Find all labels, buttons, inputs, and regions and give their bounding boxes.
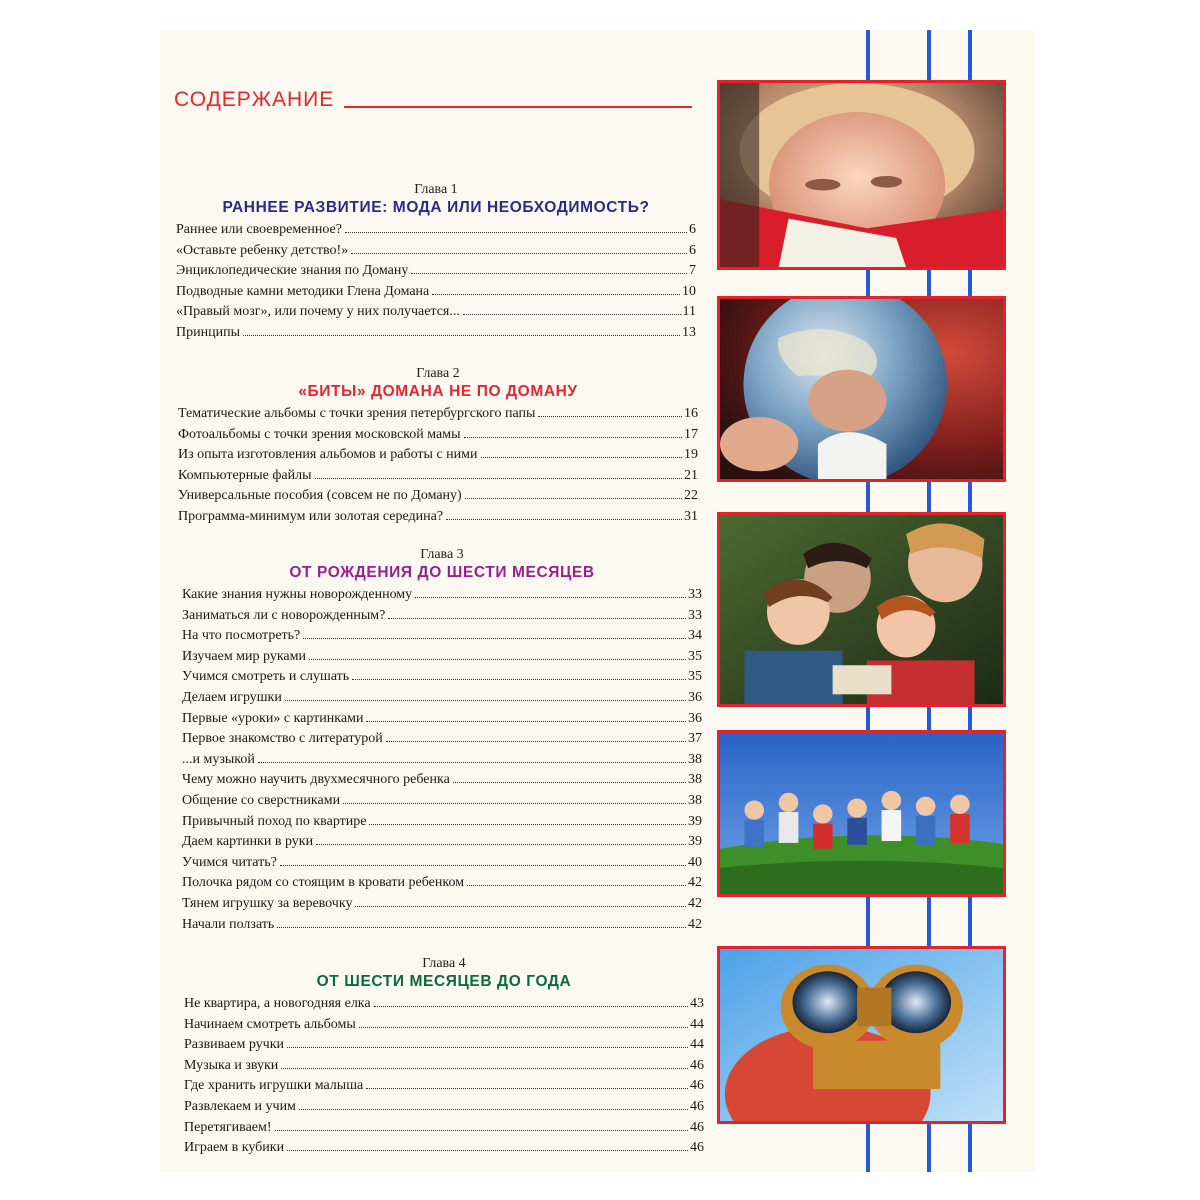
entry-page-number: 44 xyxy=(690,1037,704,1053)
entry-title: Привычный поход по квартире xyxy=(182,813,367,829)
dot-leader xyxy=(309,659,686,660)
entry-title: Начинаем смотреть альбомы xyxy=(184,1016,356,1032)
dot-leader xyxy=(287,1047,688,1048)
entry-title: Раннее или своевременное? xyxy=(176,222,342,237)
page-title: СОДЕРЖАНИЕ xyxy=(174,88,335,111)
entry-title: Учимся смотреть и слушать xyxy=(182,669,350,685)
toc-entry[interactable] xyxy=(182,667,702,688)
toc-entry[interactable] xyxy=(184,1076,704,1097)
entry-page-number: 11 xyxy=(682,304,696,320)
entry-page-number: 40 xyxy=(688,854,702,870)
book-page xyxy=(160,30,1035,1172)
chapter-section xyxy=(176,181,696,344)
entry-title: Программа-минимум или золотая середина? xyxy=(178,508,444,524)
entry-page-number: 43 xyxy=(690,996,704,1011)
entry-title: Не квартира, а новогодняя елка xyxy=(184,996,371,1011)
dot-leader xyxy=(351,253,687,254)
toc-entry[interactable] xyxy=(182,626,702,647)
entry-page-number: 42 xyxy=(688,895,702,911)
entry-page-number: 35 xyxy=(688,648,702,664)
dot-leader xyxy=(303,638,686,639)
dot-leader xyxy=(415,597,686,598)
entry-title: Изучаем мир руками xyxy=(182,648,306,664)
toc-entry[interactable] xyxy=(182,770,702,791)
toc-entry[interactable] xyxy=(178,507,698,528)
chapter-section xyxy=(178,365,698,528)
dot-leader xyxy=(285,700,686,701)
chapter-section xyxy=(182,546,702,935)
entry-page-number: 13 xyxy=(682,324,696,340)
dot-leader xyxy=(374,1006,688,1007)
dot-leader xyxy=(481,457,682,458)
dot-leader xyxy=(465,498,682,499)
entry-page-number: 7 xyxy=(689,263,696,279)
entry-title: Делаем игрушки xyxy=(182,689,282,705)
entry-title: Чему можно научить двухмесячного ребенка xyxy=(182,772,450,788)
dot-leader xyxy=(281,1068,688,1069)
toy-binoculars-photo xyxy=(717,946,1006,1124)
toc-entry[interactable] xyxy=(182,709,702,730)
dot-leader xyxy=(275,1130,688,1131)
dot-leader xyxy=(388,618,686,619)
dot-leader xyxy=(432,294,680,295)
dot-leader xyxy=(366,1088,688,1089)
toc-entry[interactable] xyxy=(176,323,696,344)
chapter-number: Глава 2 xyxy=(416,366,460,381)
entry-page-number: 33 xyxy=(688,587,702,602)
entry-title: Подводные камни методики Глена Домана xyxy=(176,283,430,299)
entry-title: Даем картинки в руки xyxy=(182,834,314,850)
entry-page-number: 46 xyxy=(690,1057,704,1073)
toc-entry[interactable] xyxy=(178,486,698,507)
entry-page-number: 10 xyxy=(682,283,696,299)
toc-entry[interactable] xyxy=(176,220,696,241)
toc-entry[interactable] xyxy=(182,894,702,915)
dot-leader xyxy=(299,1109,688,1110)
entry-page-number: 36 xyxy=(688,689,702,705)
toc-entry[interactable] xyxy=(182,585,702,606)
chapter-title: ОТ РОЖДЕНИЯ ДО ШЕСТИ МЕСЯЦЕВ xyxy=(289,564,595,581)
entry-page-number: 35 xyxy=(688,669,702,685)
entry-title: Энциклопедические знания по Доману xyxy=(176,263,409,279)
entry-title: Первое знакомство с литературой xyxy=(182,731,383,747)
toc-entry[interactable] xyxy=(182,915,702,936)
entry-page-number: 44 xyxy=(690,1016,704,1032)
toc-entry[interactable] xyxy=(176,302,696,323)
dot-leader xyxy=(411,273,687,274)
toc-entry[interactable] xyxy=(184,1056,704,1077)
entry-title: Универсальные пособия (совсем не по Доману) xyxy=(178,488,462,504)
entry-page-number: 39 xyxy=(688,834,702,850)
entry-title: «Правый мозг», или почему у них получается... xyxy=(176,304,460,320)
family-reading-together-photo xyxy=(717,512,1006,707)
entry-title: Какие знания нужны новорожденному xyxy=(182,587,413,602)
dot-leader xyxy=(352,679,686,680)
dot-leader xyxy=(467,885,686,886)
toc-entry[interactable] xyxy=(182,750,702,771)
dot-leader xyxy=(243,335,680,336)
toc-entry[interactable] xyxy=(178,466,698,487)
dot-leader xyxy=(355,906,686,907)
toc-entry[interactable] xyxy=(184,1118,704,1139)
entry-title: Тематические альбомы с точки зрения петербургского папы xyxy=(178,406,536,421)
child-in-glass-globe-photo xyxy=(717,296,1006,482)
dot-leader xyxy=(386,741,686,742)
entry-title: Перетягиваем! xyxy=(184,1119,272,1135)
toc-entry[interactable] xyxy=(176,241,696,262)
dot-leader xyxy=(464,437,682,438)
dot-leader xyxy=(343,803,686,804)
entry-page-number: 16 xyxy=(684,406,698,421)
toc-header xyxy=(174,88,692,112)
dot-leader xyxy=(366,721,686,722)
entry-page-number: 42 xyxy=(688,916,702,932)
entry-page-number: 31 xyxy=(684,508,698,524)
toc-entry[interactable] xyxy=(182,853,702,874)
toc-entry[interactable] xyxy=(184,1015,704,1036)
toc-entry[interactable] xyxy=(182,688,702,709)
entry-title: ...и музыкой xyxy=(182,751,255,767)
chapter-number: Глава 4 xyxy=(422,956,466,971)
entry-page-number: 38 xyxy=(688,772,702,788)
entry-page-number: 6 xyxy=(689,222,696,237)
toc-entry[interactable] xyxy=(184,1097,704,1118)
entry-page-number: 34 xyxy=(688,628,702,644)
toc-entry[interactable] xyxy=(176,282,696,303)
entry-title: Заниматься ли с новорожденным? xyxy=(182,607,386,623)
entry-title: Полочка рядом со стоящим в кровати ребенком xyxy=(182,875,465,891)
entry-title: Из опыта изготовления альбомов и работы с ними xyxy=(178,447,478,463)
dot-leader xyxy=(369,824,686,825)
toc-entry[interactable] xyxy=(184,1138,704,1159)
dot-leader xyxy=(280,865,686,866)
dot-leader xyxy=(258,762,686,763)
chapter-title: ОТ ШЕСТИ МЕСЯЦЕВ ДО ГОДА xyxy=(316,973,572,990)
entry-title: Учимся читать? xyxy=(182,854,277,870)
toc-entry[interactable] xyxy=(182,791,702,812)
toc-entry[interactable] xyxy=(178,425,698,446)
dot-leader xyxy=(453,782,686,783)
entry-title: Первые «уроки» с картинками xyxy=(182,710,364,726)
entry-page-number: 39 xyxy=(688,813,702,829)
toc-entry[interactable] xyxy=(176,261,696,282)
entry-title: Развлекаем и учим xyxy=(184,1098,296,1114)
entry-title: Где хранить игрушки малыша xyxy=(184,1078,364,1094)
toc-entry[interactable] xyxy=(182,832,702,853)
chapter-number: Глава 1 xyxy=(414,182,458,197)
dot-leader xyxy=(315,478,683,479)
entry-page-number: 46 xyxy=(690,1119,704,1135)
entry-title: Тянем игрушку за веревочку xyxy=(182,895,353,911)
entry-page-number: 22 xyxy=(684,488,698,504)
entry-title: На что посмотреть? xyxy=(182,628,301,644)
toc-entry[interactable] xyxy=(184,994,704,1015)
child-reading-book-photo xyxy=(717,80,1006,270)
title-rule xyxy=(344,106,692,108)
entry-title: Фотоальбомы с точки зрения московской мамы xyxy=(178,426,461,442)
dot-leader xyxy=(277,927,686,928)
entry-page-number: 37 xyxy=(688,731,702,747)
chapter-number: Глава 3 xyxy=(420,547,464,562)
entry-title: Музыка и звуки xyxy=(184,1057,279,1073)
entry-title: Играем в кубики xyxy=(184,1140,285,1156)
dot-leader xyxy=(446,519,682,520)
toc-entry[interactable] xyxy=(182,812,702,833)
entry-page-number: 19 xyxy=(684,447,698,463)
entry-title: Начали ползать xyxy=(182,916,275,932)
dot-leader xyxy=(345,232,687,233)
toc-entry[interactable] xyxy=(182,729,702,750)
entry-page-number: 33 xyxy=(688,607,702,623)
entry-page-number: 38 xyxy=(688,792,702,808)
dot-leader xyxy=(287,1150,688,1151)
entry-page-number: 6 xyxy=(689,242,696,258)
toc-entry[interactable] xyxy=(182,647,702,668)
entry-page-number: 36 xyxy=(688,710,702,726)
entry-page-number: 42 xyxy=(688,875,702,891)
toc-entry[interactable] xyxy=(182,873,702,894)
chapter-section xyxy=(184,955,704,1159)
dot-leader xyxy=(316,844,686,845)
entry-page-number: 38 xyxy=(688,751,702,767)
entry-page-number: 46 xyxy=(690,1078,704,1094)
chapter-title: РАННЕЕ РАЗВИТИЕ: МОДА ИЛИ НЕОБХОДИМОСТЬ? xyxy=(222,199,650,216)
entry-title: Общение со сверстниками xyxy=(182,792,341,808)
toc-entry[interactable] xyxy=(178,445,698,466)
toc-entry[interactable] xyxy=(184,1035,704,1056)
entry-title: Принципы xyxy=(176,324,240,340)
entry-page-number: 46 xyxy=(690,1140,704,1156)
dot-leader xyxy=(359,1027,688,1028)
entry-page-number: 21 xyxy=(684,467,698,483)
dot-leader xyxy=(463,314,681,315)
toc-entry[interactable] xyxy=(182,606,702,627)
chapter-title: «БИТЫ» ДОМАНА НЕ ПО ДОМАНУ xyxy=(298,383,578,400)
dot-leader xyxy=(538,416,682,417)
entry-title: Развиваем ручки xyxy=(184,1037,284,1053)
entry-title: Компьютерные файлы xyxy=(178,467,312,483)
children-on-green-hill-photo xyxy=(717,730,1006,897)
entry-page-number: 46 xyxy=(690,1098,704,1114)
entry-title: «Оставьте ребенку детство!» xyxy=(176,242,349,258)
entry-page-number: 17 xyxy=(684,426,698,442)
toc-entry[interactable] xyxy=(178,404,698,425)
